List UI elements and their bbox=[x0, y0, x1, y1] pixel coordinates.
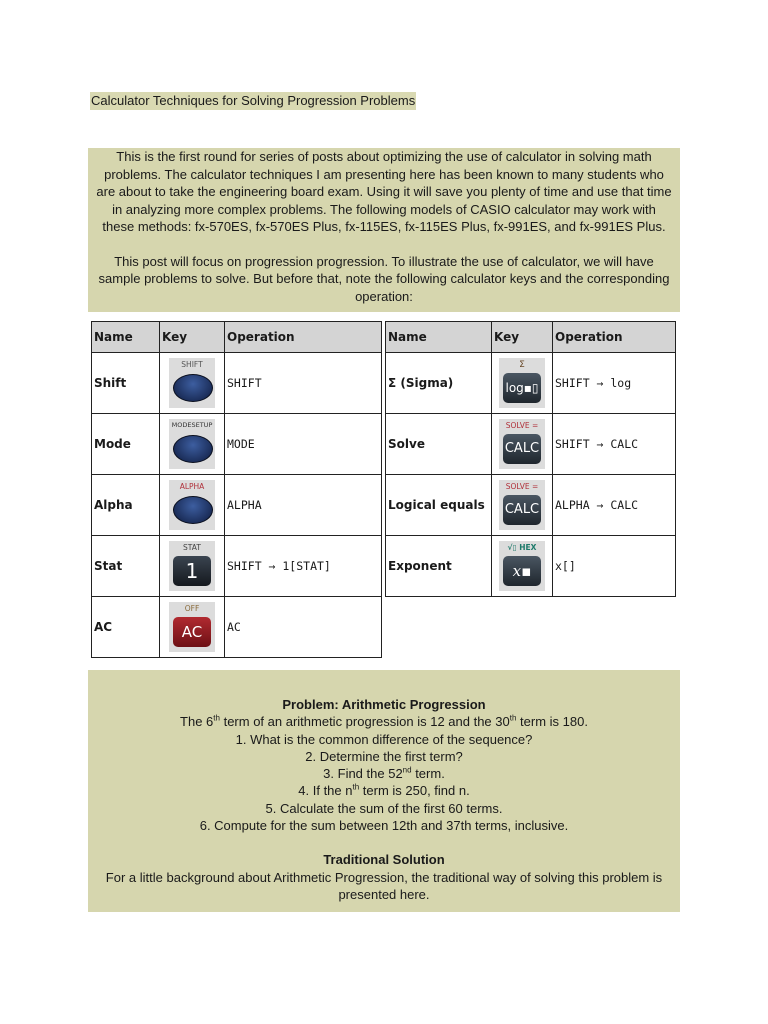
question-2: 2. Determine the first term? bbox=[305, 748, 463, 764]
exponent-key-icon: √▯ HEX x▪ bbox=[499, 541, 545, 591]
table-row bbox=[92, 475, 382, 536]
log-key-icon: Σ log▪▯ bbox=[499, 358, 545, 408]
table-row bbox=[92, 536, 382, 597]
traditional-solution-title: Traditional Solution bbox=[323, 852, 445, 868]
key-name: Alpha bbox=[92, 475, 160, 536]
stat-key-icon: STAT 1 bbox=[169, 541, 215, 591]
key-operation: SHIFT → CALC bbox=[553, 414, 676, 475]
document-title: Calculator Techniques for Solving Progression Problems bbox=[91, 93, 416, 108]
key-operation: ALPHA → CALC bbox=[553, 475, 676, 536]
mode-key-icon: MODESETUP bbox=[169, 419, 215, 469]
table-row bbox=[386, 536, 676, 597]
problem-title: Problem: Arithmetic Progression bbox=[282, 697, 486, 712]
problem-section bbox=[88, 670, 680, 912]
key-name: Solve bbox=[386, 414, 492, 475]
key-name: Exponent bbox=[386, 536, 492, 597]
table-row bbox=[92, 353, 382, 414]
question-4: 4. If the $n^{th}$ term is 250, find n. bbox=[298, 783, 470, 799]
alpha-key-icon: ALPHA bbox=[169, 480, 215, 530]
intro-section bbox=[88, 148, 680, 312]
key-name: Σ (Sigma) bbox=[386, 353, 492, 414]
question-5: 5. Calculate the sum of the first 60 terms. bbox=[265, 800, 503, 816]
intro-paragraph-1: This is the first round for series of posts about optimizing the use of calculator in solving math problems. The calculator techniques I am presenting here has been known to many students who are about to take the engineering board exam. Using it will save you plenty of time and use that time in analyzing more complex problems. The following models of CASIO calculator may work with these methods: fx-570ES, fx-570ES Plus, fx-115ES, fx-115ES Plus, fx-991ES, and fx-991ES Plus. bbox=[96, 149, 672, 234]
key-name: AC bbox=[92, 597, 160, 658]
shift-key-icon: SHIFT bbox=[169, 358, 215, 408]
table-row bbox=[92, 597, 382, 658]
problem-statement: The 6th term of an arithmetic progression is 12 and the 30th term is 180. bbox=[180, 713, 588, 730]
key-name: Mode bbox=[92, 414, 160, 475]
keys-table-left bbox=[91, 321, 382, 658]
header-name: Name bbox=[92, 322, 160, 353]
header-operation: Operation bbox=[553, 322, 676, 353]
calc-key-icon: SOLVE = CALC bbox=[499, 419, 545, 469]
intro-paragraph-2: This post will focus on progression progression. To illustrate the use of calculator, we will have sample problems to solve. But before that, note the following calculator keys and the corresponding operation: bbox=[98, 253, 670, 304]
header-name: Name bbox=[386, 322, 492, 353]
keys-table-right bbox=[385, 321, 676, 597]
ac-key-icon: OFF AC bbox=[169, 602, 215, 652]
table-row bbox=[386, 414, 676, 475]
traditional-solution-text: For a little background about Arithmetic Progression, the traditional way of solving this problem is presented here. bbox=[105, 869, 663, 902]
key-operation: AC bbox=[225, 597, 382, 658]
key-name: Stat bbox=[92, 536, 160, 597]
header-key: Key bbox=[492, 322, 553, 353]
key-name: Logical equals bbox=[386, 475, 492, 536]
key-name: Shift bbox=[92, 353, 160, 414]
key-operation: SHIFT → 1[STAT] bbox=[225, 536, 382, 597]
key-operation: SHIFT bbox=[225, 353, 382, 414]
header-operation: Operation bbox=[225, 322, 382, 353]
calc-key-icon: SOLVE = CALC bbox=[499, 480, 545, 530]
question-1: 1. What is the common difference of the sequence? bbox=[235, 731, 533, 747]
key-operation: ALPHA bbox=[225, 475, 382, 536]
question-6: 6. Compute for the sum between 12th and 37th terms, inclusive. bbox=[199, 818, 569, 834]
table-row bbox=[386, 353, 676, 414]
table-row bbox=[92, 414, 382, 475]
key-operation: x[] bbox=[553, 536, 676, 597]
key-operation: SHIFT → log bbox=[553, 353, 676, 414]
key-operation: MODE bbox=[225, 414, 382, 475]
question-3: 3. Find the 52nd term. bbox=[323, 765, 445, 782]
header-key: Key bbox=[160, 322, 225, 353]
table-row bbox=[386, 475, 676, 536]
